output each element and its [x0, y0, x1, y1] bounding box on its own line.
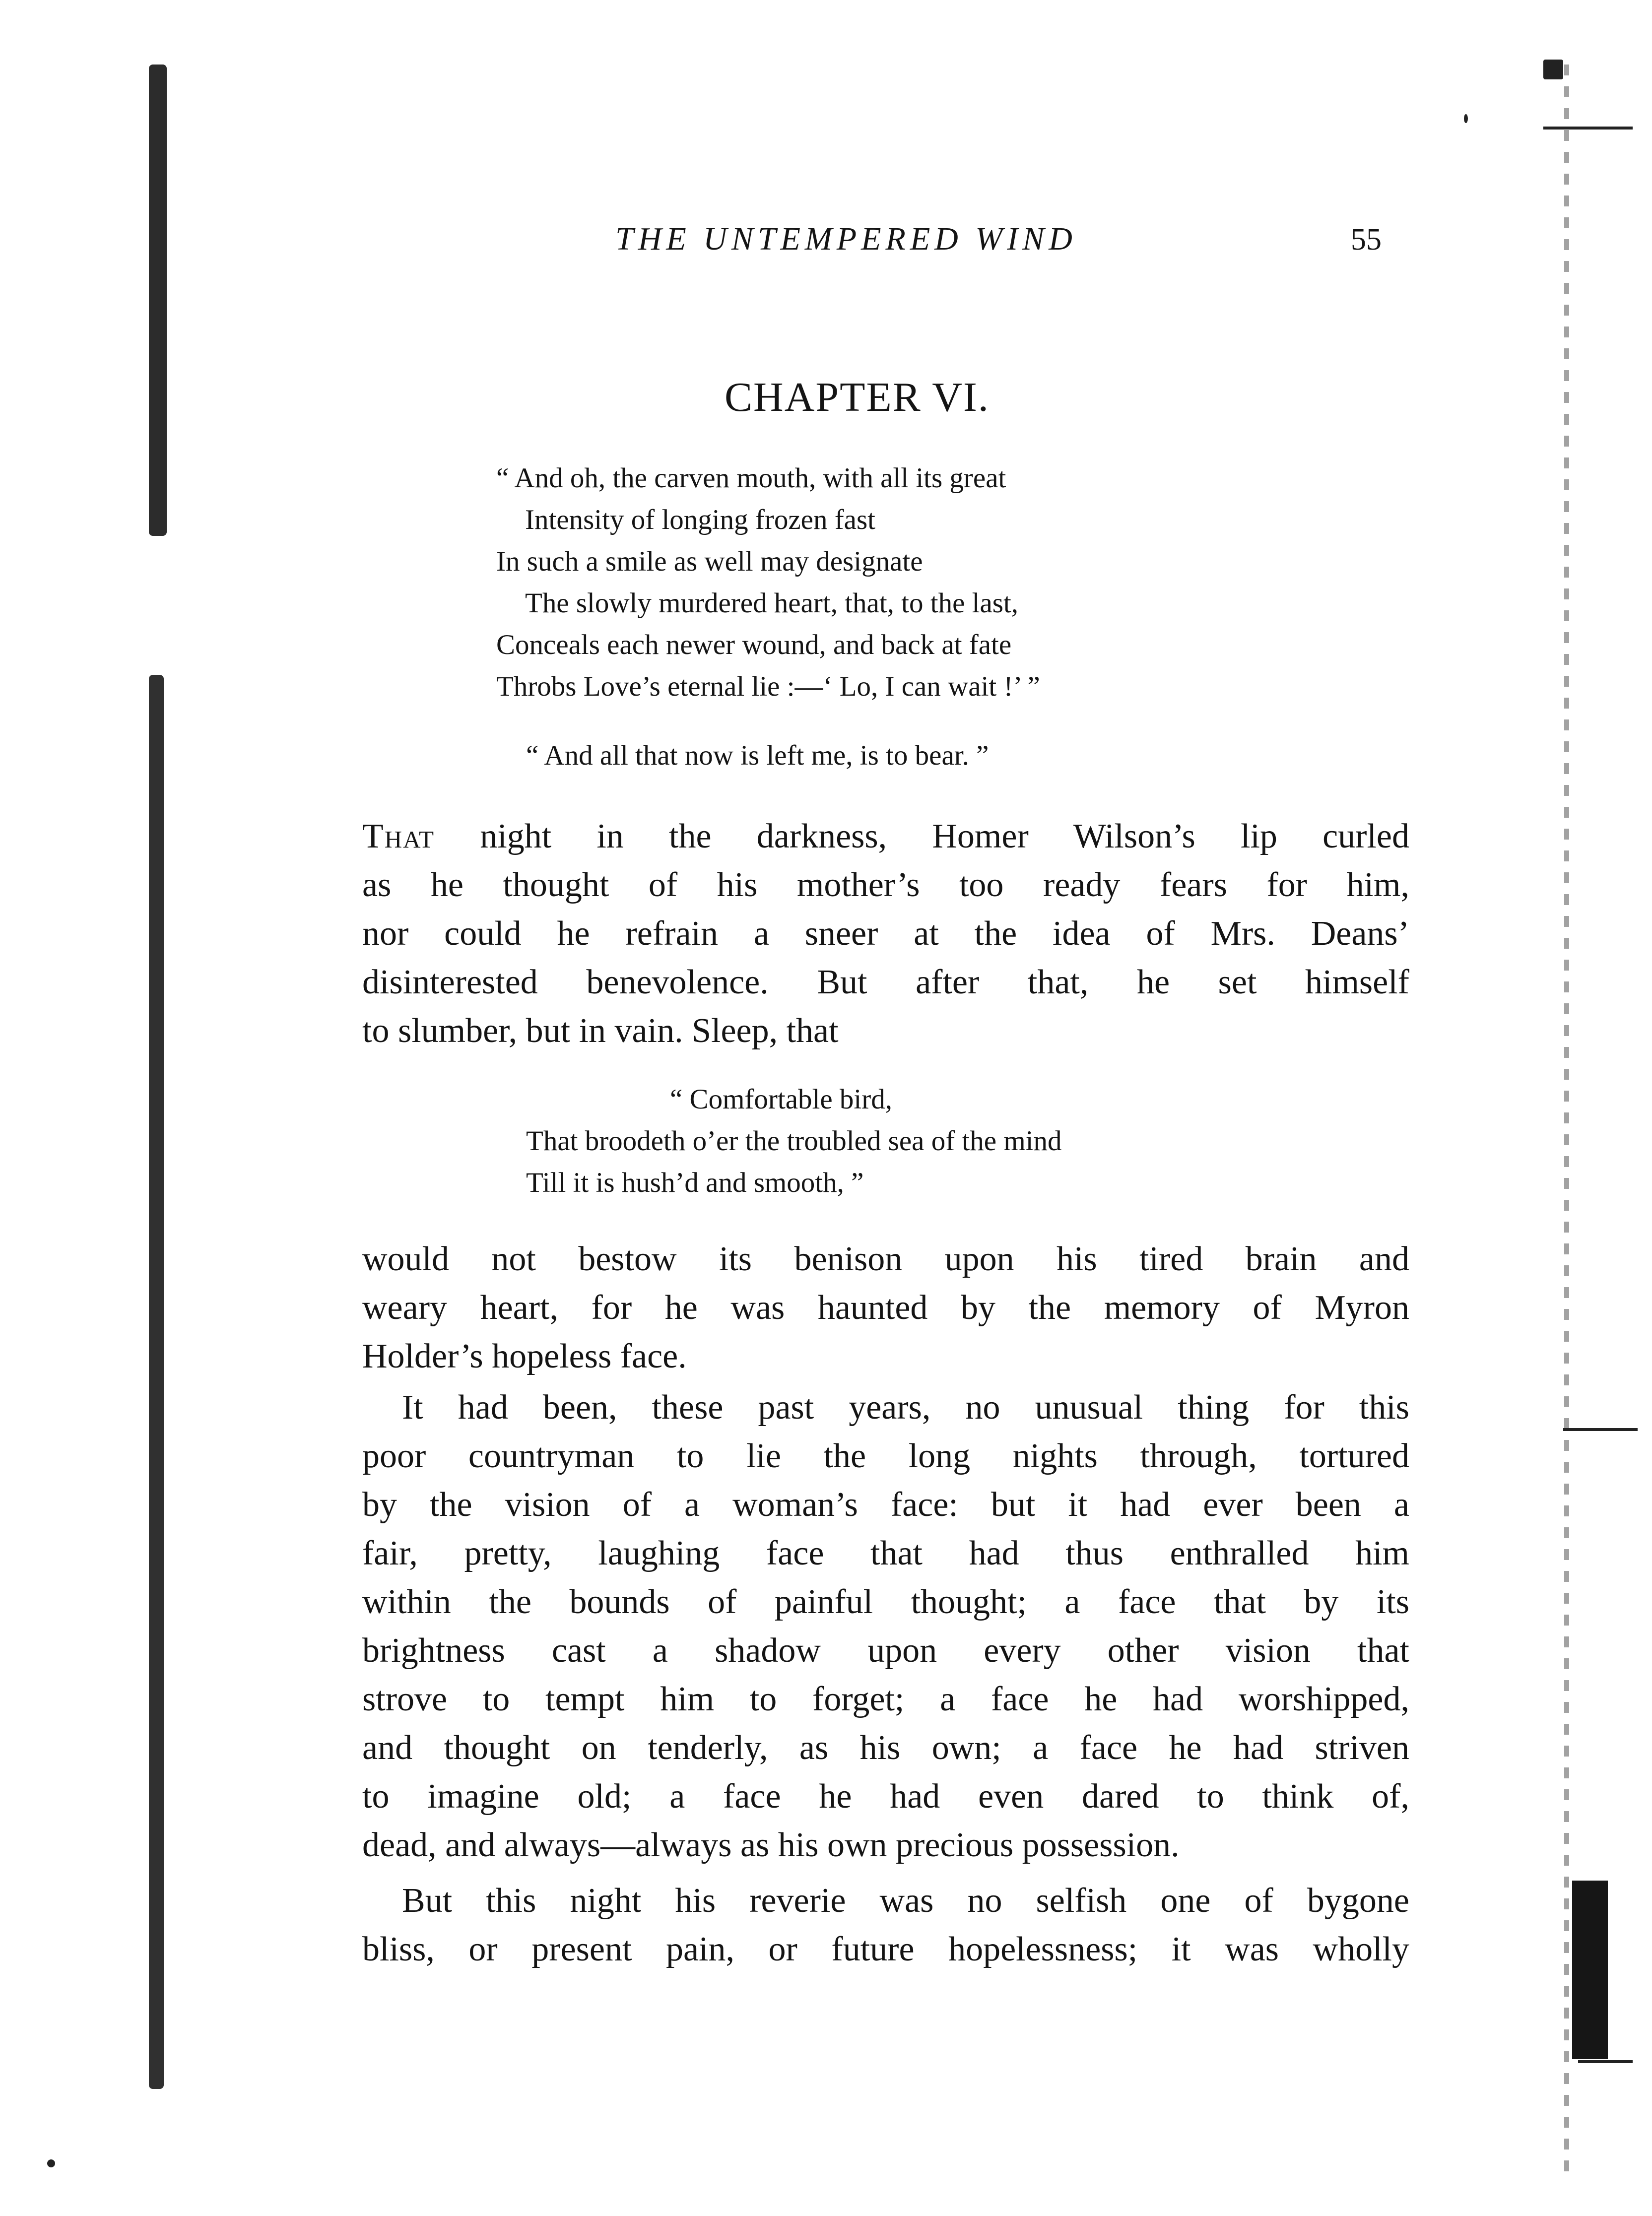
scan-speck: [1543, 60, 1563, 79]
inline-verse-line: Till it is hush’d and smooth, ”: [526, 1167, 864, 1198]
epigraph-quote: “ And all that now is left me, is to bear. ”: [526, 740, 989, 771]
paragraph-line: within the bounds of painful thought; a face that by its: [362, 1583, 1409, 1621]
paragraph-line: weary heart, for he was haunted by the memory of Myron: [362, 1289, 1409, 1327]
paragraph-line: to imagine old; a face he had even dared to think of,: [362, 1777, 1409, 1816]
inline-verse-line: “ Comfortable bird,: [670, 1084, 892, 1115]
paragraph: [362, 812, 1409, 1055]
inline-verse-line: That broodeth o’er the troubled sea of the mind: [526, 1125, 1062, 1157]
paragraph-line: and thought on tenderly, as his own; a face he had striven: [362, 1729, 1409, 1767]
paragraph-lead-word: That: [362, 817, 435, 855]
scan-edge-mark: [1563, 1428, 1638, 1431]
scan-edge-shadow-bottom: [149, 675, 164, 2089]
inline-verse: [526, 1079, 1062, 1204]
paragraph-line: strove to tempt him to forget; a face he had worshipped,: [362, 1680, 1409, 1718]
paragraph-line: as he thought of his mother’s too ready fears for him,: [362, 866, 1409, 904]
scan-edge-shadow-top: [149, 65, 167, 536]
paragraph-line: Holder’s hopeless face.: [362, 1337, 687, 1375]
paragraph-line: [362, 812, 1409, 861]
scan-edge-block: [1572, 1881, 1608, 2059]
epigraph-line: Throbs Love’s eternal lie :—‘ Lo, I can wait !’ ”: [496, 671, 1040, 702]
paragraph: [362, 1383, 1409, 1870]
paragraph-line: nor could he refrain a sneer at the idea of Mrs. Deans’: [362, 914, 1409, 953]
epigraph-line: Intensity of longing frozen fast: [525, 504, 875, 535]
epigraph-line: Conceals each newer wound, and back at fate: [496, 629, 1012, 660]
chapter-heading: CHAPTER VI.: [725, 374, 990, 420]
paragraph-line: brightness cast a shadow upon every other vision that: [362, 1631, 1409, 1670]
running-head: [615, 220, 1409, 260]
scan-edge-mark: [1578, 2060, 1633, 2063]
epigraph: [496, 457, 1040, 708]
paragraph: [362, 1235, 1409, 1381]
paragraph-line: fair, pretty, laughing face that had thus enthralled him: [362, 1534, 1409, 1572]
paragraph-line: It had been, these past years, no unusual thing for this: [402, 1388, 1409, 1427]
scan-edge-mark: [1543, 127, 1633, 130]
paragraph-line: bliss, or present pain, or future hopelessness; it was wholly: [362, 1930, 1409, 1968]
scan-speck: [47, 2159, 55, 2167]
paragraph-line: would not bestow its benison upon his tired brain and: [362, 1240, 1409, 1278]
epigraph-line: “ And oh, the carven mouth, with all its great: [496, 462, 1006, 494]
paragraph-line-text: night in the darkness, Homer Wilson’s lip curled: [435, 817, 1409, 855]
paragraph-line: poor countryman to lie the long nights through, tortured: [362, 1437, 1409, 1475]
paragraph-line: to slumber, but in vain. Sleep, that: [362, 1012, 839, 1050]
paragraph: [362, 1877, 1409, 1974]
page-number: 55: [1351, 223, 1382, 257]
paragraph-line: dead, and always—always as his own precious possession.: [362, 1826, 1180, 1864]
paragraph-line: disinterested benevolence. But after that, he set himself: [362, 963, 1409, 1001]
paragraph-line: by the vision of a woman’s face: but it had ever been a: [362, 1486, 1409, 1524]
scan-edge-right-margin: [1564, 65, 1569, 2173]
paragraph-line: But this night his reverie was no selfish one of bygone: [402, 1882, 1409, 1920]
epigraph-line: In such a smile as well may designate: [496, 546, 923, 577]
epigraph-line: The slowly murdered heart, that, to the last,: [525, 587, 1019, 619]
scan-speck: [1464, 114, 1468, 123]
running-head-title: THE UNTEMPERED WIND: [615, 221, 1077, 257]
